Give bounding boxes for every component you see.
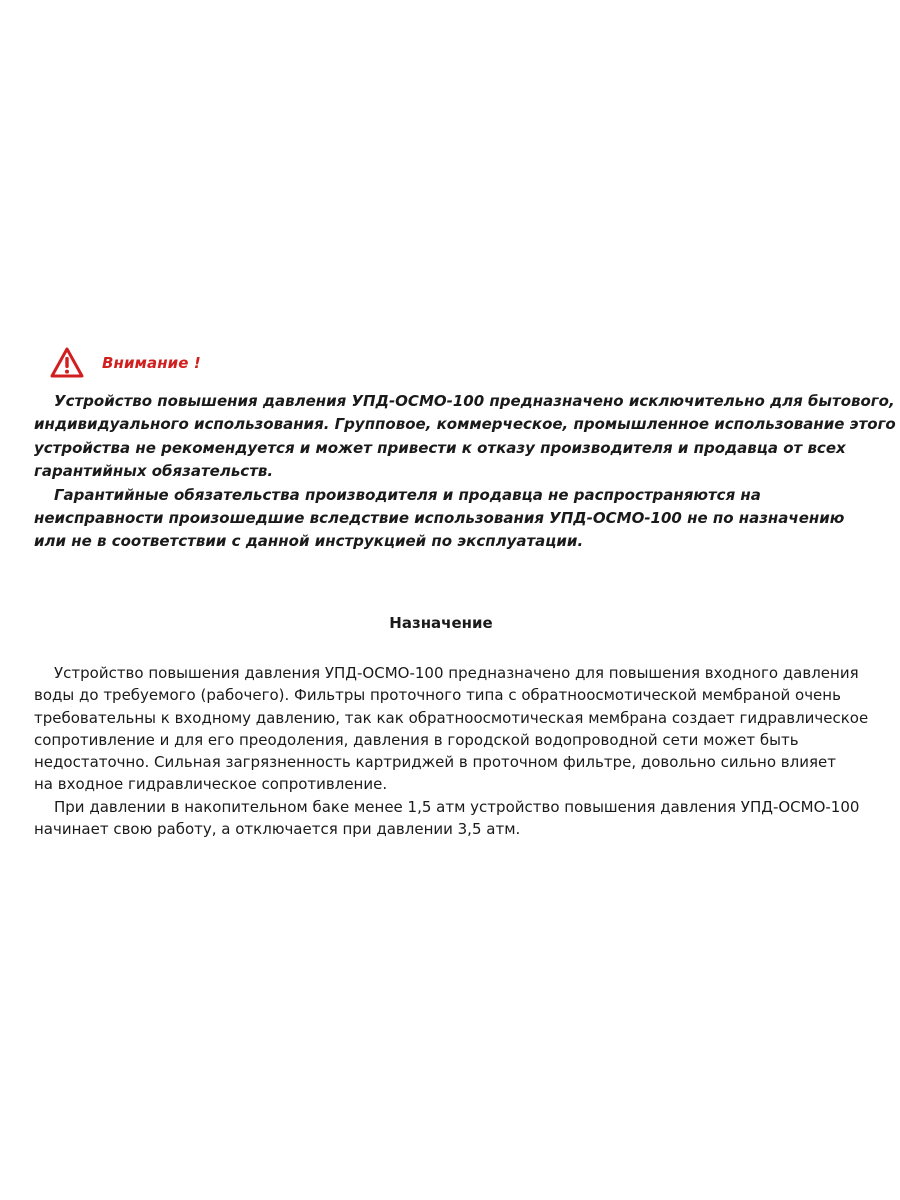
warning-paragraph-2 [34, 484, 854, 554]
text-line: воды до требуемого (рабочего). Фильтры проточного типа с обратноосмотической мембраной очень [34, 686, 841, 705]
text-line: Гарантийные обязательства производителя и продавца не распространяются на [54, 485, 761, 504]
text-line: требовательны к входному давлению, так как обратноосмотическая мембрана создает гидравлическое [34, 708, 869, 727]
body-paragraph-2 [34, 796, 860, 841]
text-line: недостаточно. Сильная загрязненность картриджей в проточном фильтре, довольно сильно влияет [34, 753, 836, 772]
text-line: устройства не рекомендуется и может привести к отказу производителя и продавца от всех [34, 438, 846, 457]
warning-paragraph-1 [34, 390, 896, 484]
text-line: или не в соответствии с данной инструкцией по эксплуатации. [34, 532, 584, 551]
text-line: индивидуального использования. Групповое, коммерческое, промышленное использование этого [34, 415, 896, 434]
text-line: Устройство повышения давления УПД-ОСМО-100 предназначено исключительно для бытового, [54, 392, 895, 410]
section-title: Назначение [389, 614, 493, 632]
body-paragraph-1 [34, 662, 869, 796]
section-body [34, 662, 869, 840]
warning-title: Внимание ! [102, 354, 201, 372]
warning-triangle-icon [50, 346, 84, 380]
text-line: Устройство повышения давления УПД-ОСМО-100 предназначено для повышения входного давления [54, 664, 859, 682]
text-line: начинает свою работу, а отключается при давлении 3,5 атм. [34, 820, 521, 839]
text-line: неисправности произошедшие вследствие использования УПД-ОСМО-100 не по назначению [34, 509, 845, 528]
warning-header [50, 345, 201, 381]
text-line: При давлении в накопительном баке менее 1,5 атм устройство повышения давления УПД-ОСМО-100 [54, 797, 860, 816]
text-line: сопротивление и для его преодоления, давления в городской водопроводной сети может быть [34, 730, 799, 749]
warning-text [34, 390, 896, 554]
text-line: гарантийных обязательств. [34, 462, 274, 481]
text-line: на входное гидравлическое сопротивление. [34, 775, 388, 794]
